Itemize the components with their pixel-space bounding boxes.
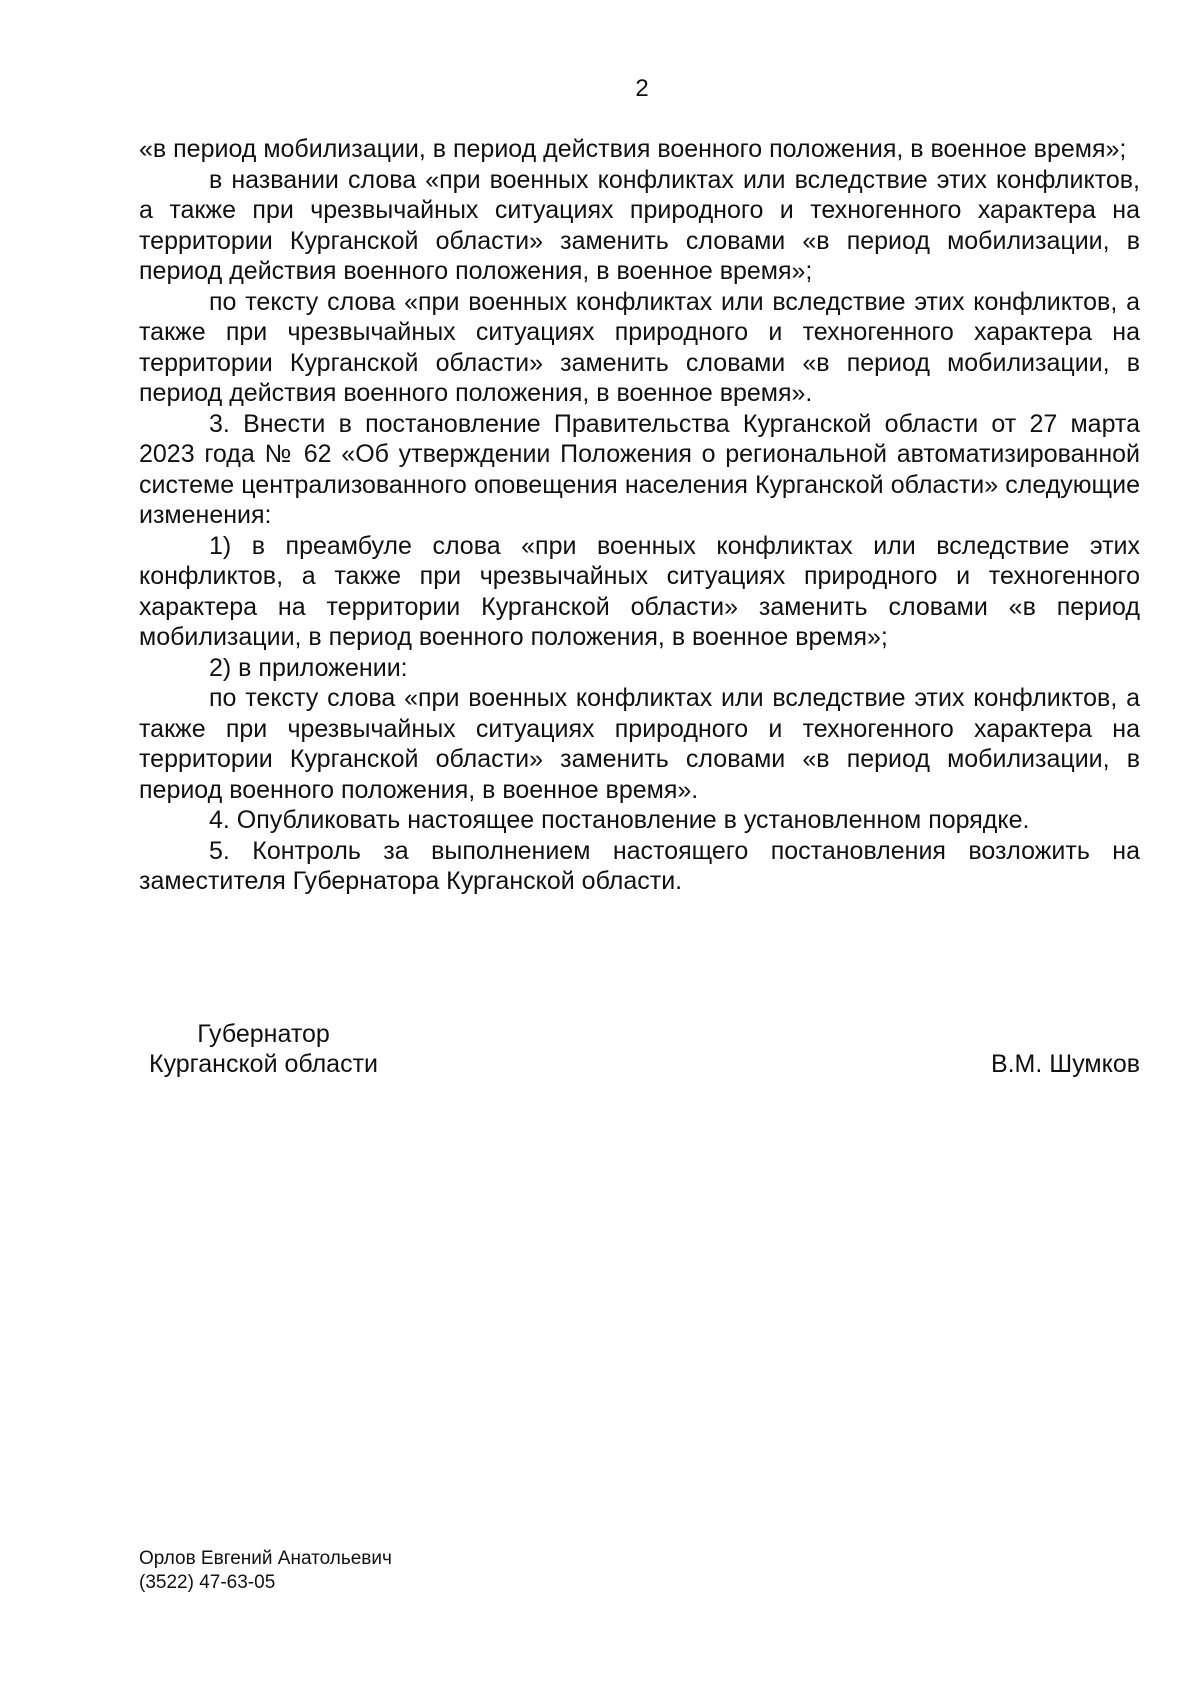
signatory-title	[149, 1019, 378, 1079]
signatory-title-line1: Губернатор	[197, 1020, 330, 1048]
document-body	[139, 134, 1140, 897]
paragraph-subitem-1: 1) в преамбуле слова «при военных конфликтах или вследствие этих конфликтов, а также при чрезвычайных ситуациях природного и техногенного характера на территории Курганской области» заменить словами «в период мобилизации, в период военного положения, в военное время»;	[139, 531, 1140, 651]
paragraph-item-5: 5. Контроль за выполнением настоящего постановления возложить на заместителя Губернатора Курганской области.	[139, 836, 1140, 895]
signatory-title-line2: Курганской области	[149, 1050, 379, 1078]
executor-phone: (3522) 47-63-05	[139, 1572, 276, 1593]
paragraph-title-change: в названии слова «при военных конфликтах или вследствие этих конфликтов, а также при чрезвычайных ситуациях природного и техногенного характера на территории Курганской области» заменить словами «в период мобилизации, в период действия военного положения, в военное время»;	[139, 165, 1140, 285]
paragraph-subitem-2: 2) в приложении:	[209, 653, 408, 682]
paragraph-item-3: 3. Внести в постановление Правительства Курганской области от 27 марта 2023 года № 62 «Об утверждении Положения о региональной автоматизированной системе централизованного оповещения населения Курганской области» следующие изменения:	[139, 409, 1140, 529]
paragraph-item-4: 4. Опубликовать настоящее постановление в установленном порядке.	[209, 806, 1030, 834]
paragraph-continuation: «в период мобилизации, в период действия военного положения, в военное время»;	[139, 135, 1127, 163]
paragraph-subitem-2-text: по тексту слова «при военных конфликтах или вследствие этих конфликтов, а также при чрезвычайных ситуациях природного и техногенного характера на территории Курганской области» заменить словами «в период мобилизации, в период военного положения, в военное время».	[139, 684, 1140, 804]
executor-name: Орлов Евгений Анатольевич	[139, 1548, 392, 1569]
signatory-name: В.М. Шумков	[990, 1050, 1140, 1078]
paragraph-text-change: по тексту слова «при военных конфликтах или вследствие этих конфликтов, а также при чрезвычайных ситуациях природного и техногенного характера на территории Курганской области» заменить словами «в период мобилизации, в период действия военного положения, в военное время».	[139, 287, 1140, 407]
executor-block	[139, 1547, 392, 1595]
page-number: 2	[635, 75, 649, 102]
